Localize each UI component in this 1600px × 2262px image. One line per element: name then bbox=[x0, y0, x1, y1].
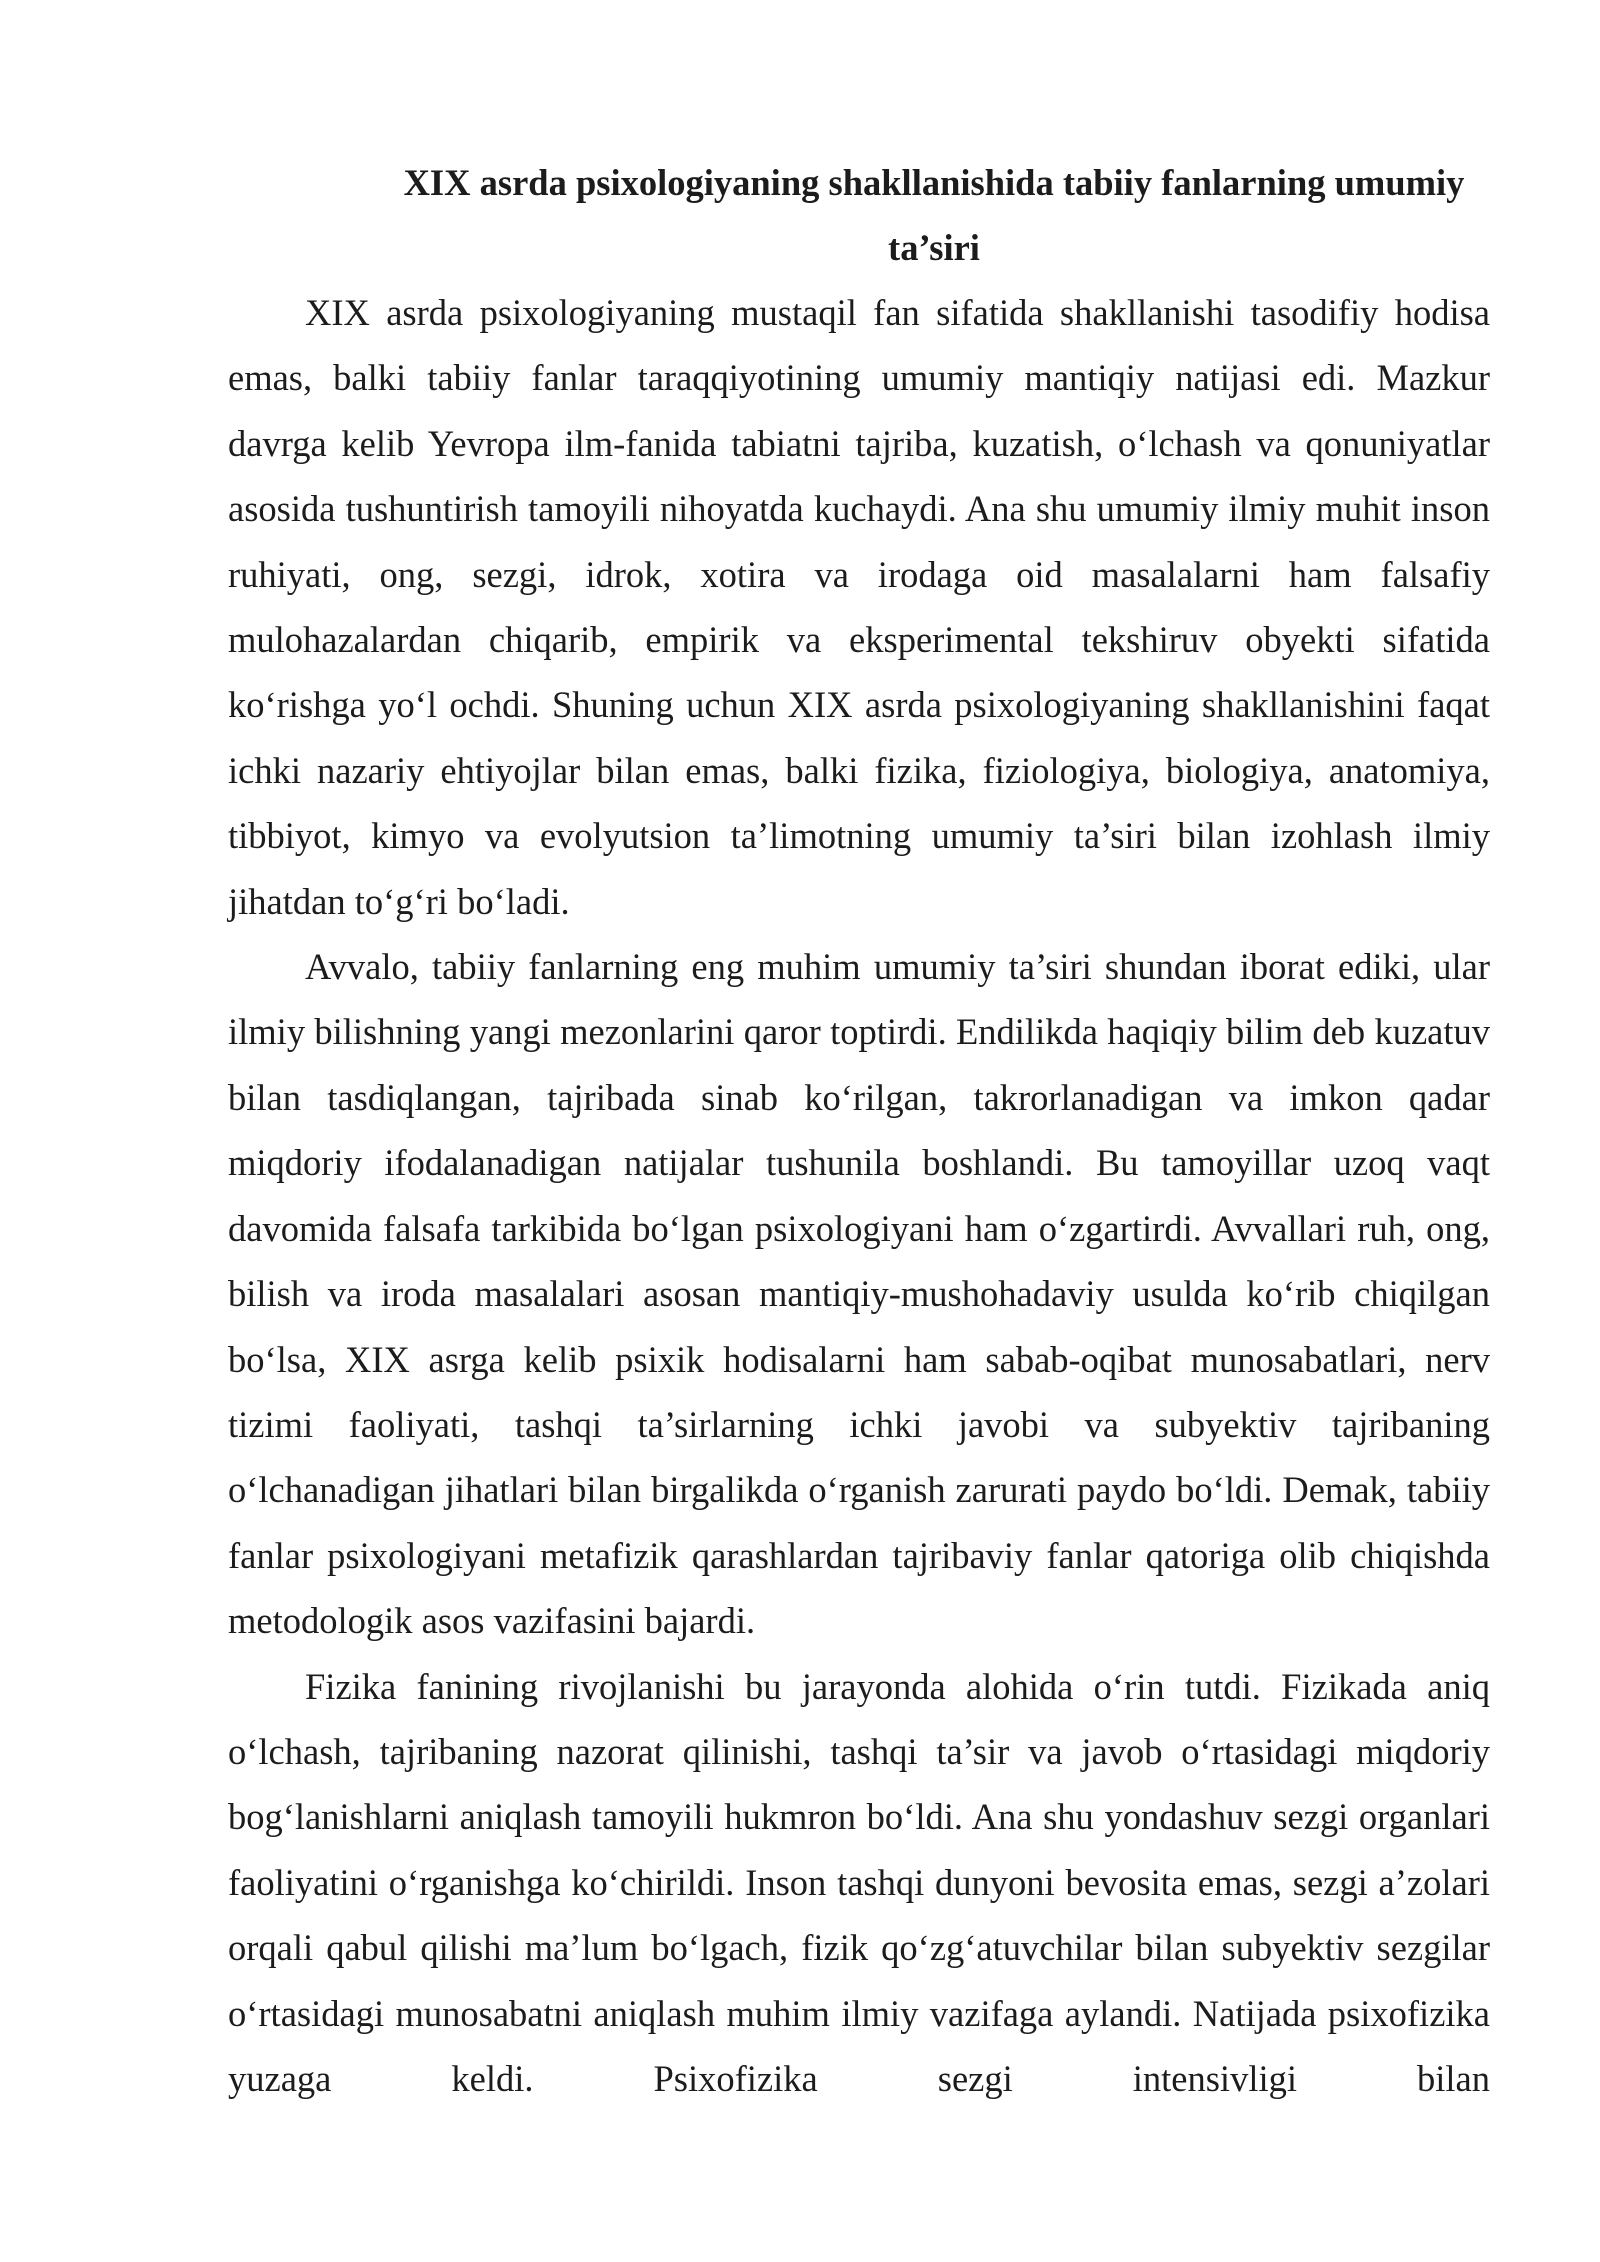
document-body bbox=[228, 280, 1490, 2111]
document-title: XIX asrda psixologiyaning shakllanishida tabiiy fanlarning umumiy ta’siri bbox=[403, 162, 1465, 268]
paragraph-3: Fizika fanining rivojlanishi bu jarayonda alohida o‘rin tutdi. Fizikada aniq o‘lchash, tajribaning nazorat qilinishi, tashqi ta’sir va javob o‘rtasidagi miqdoriy bog‘lanishlarni aniqlash tamoyili hukmron bo‘ldi. Ana shu yondashuv sezgi organlari faoliyatini o‘rganishga ko‘chirildi. Inson tashqi dunyoni bevosita emas, sezgi a’zolari orqali qabul qilishi ma’lum bo‘lgach, fizik qo‘zg‘atuvchilar bilan subyektiv sezgilar o‘rtasidagi munosabatni aniqlash muhim ilmiy vazifaga aylandi. Natijada psixofizika yuzaga keldi. Psixofizika sezgi intensivligi bilan bbox=[228, 1665, 1490, 2099]
paragraph-2: Avvalo, tabiiy fanlarning eng muhim umumiy ta’siri shundan iborat ediki, ular ilmiy bilishning yangi mezonlarini qaror toptirdi. Endilikda haqiqiy bilim deb kuzatuv bilan tasdiqlangan, tajribada sinab ko‘rilgan, takrorlanadigan va imkon qadar miqdoriy ifodalanadigan natijalar tushunila boshlandi. Bu tamoyillar uzoq vaqt davomida falsafa tarkibida bo‘lgan psixologiyani ham o‘zgartirdi. Avvallari ruh, ong, bilish va iroda masalalari asosan mantiqiy-mushohadaviy usulda ko‘rib chiqilgan bo‘lsa, XIX asrga kelib psixik hodisalarni ham sabab-oqibat munosabatlari, nerv tizimi faoliyati, tashqi ta’sirlarning ichki javobi va subyektiv tajribaning o‘lchanadigan jihatlari bilan birgalikda o‘rganish zarurati paydo bo‘ldi. Demak, tabiiy fanlar psixologiyani metafizik qarashlardan tajribaviy fanlar qatoriga olib chiqishda metodologik asos vazifasini bajardi. bbox=[228, 946, 1490, 1642]
paragraph-1: XIX asrda psixologiyaning mustaqil fan sifatida shakllanishi tasodifiy hodisa emas, balki tabiiy fanlar taraqqiyotining umumiy mantiqiy natijasi edi. Mazkur davrga kelib Yevropa ilm-fanida tabiatni tajriba, kuzatish, o‘lchash va qonuniyatlar asosida tushuntirish tamoyili nihoyatda kuchaydi. Ana shu umumiy ilmiy muhit inson ruhiyati, ong, sezgi, idrok, xotira va irodaga oid masalalarni ham falsafiy mulohazalardan chiqarib, empirik va eksperimental tekshiruv obyekti sifatida ko‘rishga yo‘l ochdi. Shuning uchun XIX asrda psixologiyaning shakllanishini faqat ichki nazariy ehtiyojlar bilan emas, balki fizika, fiziologiya, biologiya, anatomiya, tibbiyot, kimyo va evolyutsion ta’limotning umumiy ta’siri bilan izohlash ilmiy jihatdan to‘g‘ri bo‘ladi. bbox=[228, 292, 1490, 922]
